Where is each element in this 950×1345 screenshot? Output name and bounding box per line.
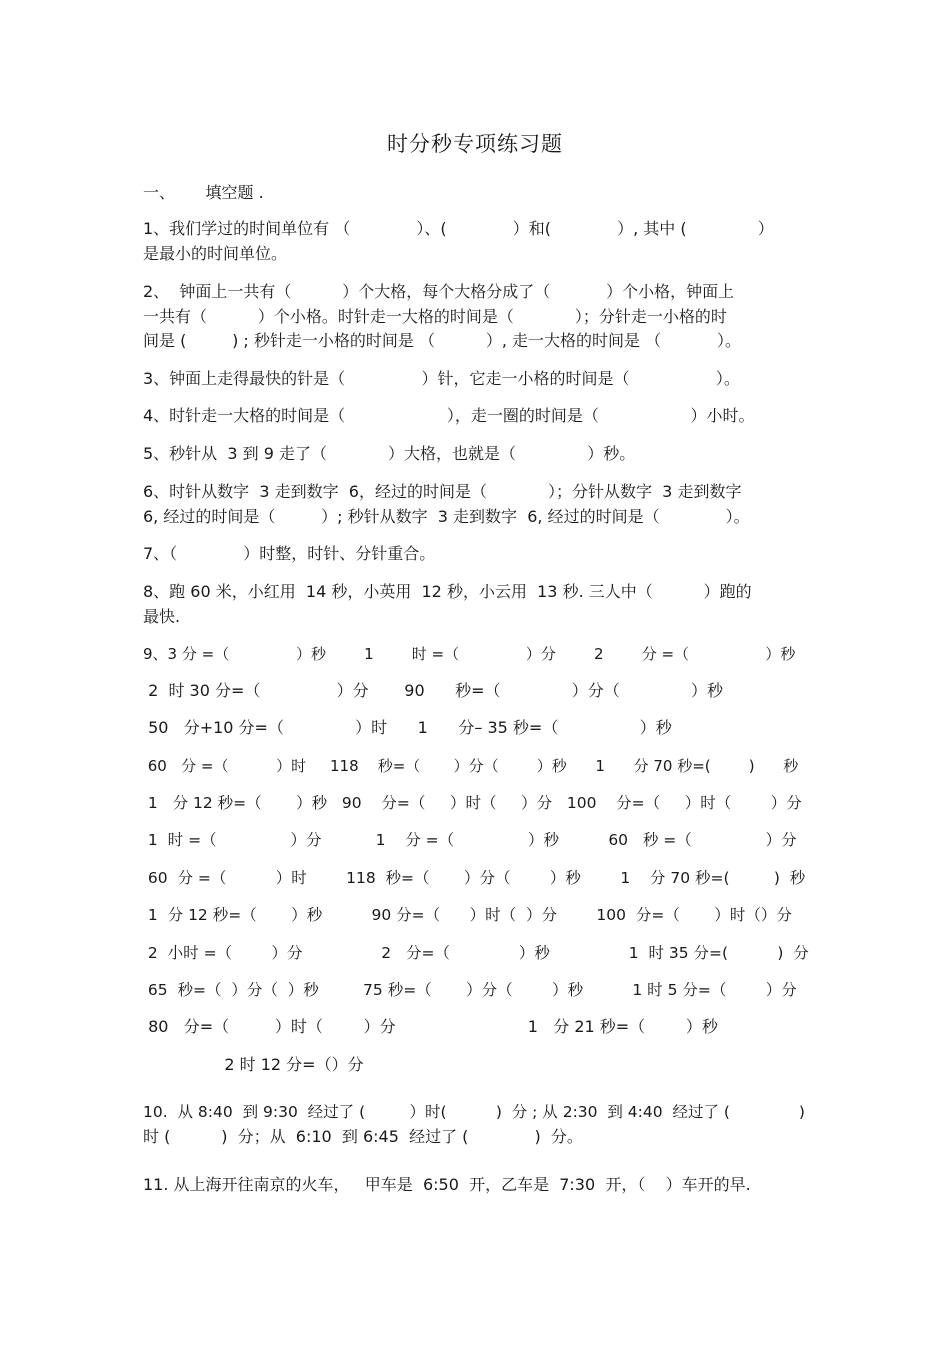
question-9-row-11: 80 分=（ ）时（ ）分 1 分 21 秒=（ ）秒 [143, 1017, 718, 1036]
question-3: 3、钟面上走得最快的针是（ ）针，它走一小格的时间是（ ）。 [143, 369, 740, 388]
question-2-line-1: 2、 钟面上一共有（ ）个大格，每个大格分成了（ ）个小格，钟面上 [143, 282, 735, 301]
question-9-row-8: 1 分 12 秒=（ ）秒 90 分=（ ）时（ ）分 100 分=（ ）时（）分 [143, 906, 792, 924]
question-9-row-9: 2 小时 =（ ）分 2 分=（ ）秒 1 时 35 分=( ) 分 [143, 944, 809, 962]
question-2-line-3: 间是 ( ) ; 秒针走一小格的时间是 （ ）, 走一大格的时间是 （ ）。 [143, 331, 742, 350]
question-9-row-10: 65 秒=（ ）分（ ）秒 75 秒=（ ）分（ ）秒 1 时 5 分=（ ）分 [143, 981, 797, 999]
question-4: 4、时针走一大格的时间是（ ），走一圈的时间是（ ）小时。 [143, 406, 755, 425]
question-7: 7、（ ）时整，时针、分针重合。 [143, 544, 436, 563]
question-9-row-4: 60 分 =（ ）时 118 秒=（ ）分（ ）秒 1 分 70 秒=( ) 秒 [143, 757, 799, 775]
question-10-line-2: 时 ( ) 分；从 6:10 到 6:45 经过了 ( ) 分。 [143, 1127, 583, 1146]
question-9-row-3: 50 分+10 分=（ ）时 1 分– 35 秒=（ ）秒 [143, 718, 672, 737]
question-9-row-2: 2 时 30 分=（ ）分 90 秒=（ ）分（ ）秒 [143, 681, 723, 700]
section-heading: 一、 填空题 . [143, 183, 264, 202]
question-10-line-1: 10. 从 8:40 到 9:30 经过了 ( ）时( ) 分 ; 从 2:30 到 4:40 经过了 ( ) [143, 1103, 805, 1121]
question-2-line-2: 一共有（ ）个小格。时针走一大格的时间是（ ）；分针走一小格的时 [143, 307, 727, 326]
question-9-row-7: 60 分 =（ ）时 118 秒=（ ）分（ ）秒 1 分 70 秒=( ) 秒 [143, 869, 806, 887]
question-5: 5、秒针从 3 到 9 走了（ ）大格，也就是（ ）秒。 [143, 444, 636, 463]
question-1-line-2: 是最小的时间单位。 [143, 244, 288, 263]
question-9-row-6: 1 时 =（ ）分 1 分 =（ ）秒 60 秒 =（ ）分 [143, 831, 797, 849]
question-9-row-1: 9、3 分 =（ ）秒 1 时 =（ ）分 2 分 =（ ）秒 [143, 645, 796, 663]
question-9-row-5: 1 分 12 秒=（ ）秒 90 分=（ ）时（ ）分 100 分=（ ）时（ ）分 [143, 794, 802, 812]
page-title: 时分秒专项练习题 [387, 132, 563, 156]
question-6-line-1: 6、时针从数字 3 走到数字 6，经过的时间是（ ）；分针从数字 3 走到数字 [143, 482, 742, 501]
question-1-line-1: 1、我们学过的时间单位有 （ ）、( ）和( ）, 其中 ( ） [143, 219, 774, 238]
question-11: 11. 从上海开往南京的火车， 甲车是 6:50 开，乙车是 7:30 开，（ ）车开的早. [143, 1175, 751, 1194]
question-9-row-12: 2 时 12 分=（）分 [143, 1055, 364, 1074]
question-8-line-2: 最快. [143, 607, 181, 626]
question-6-line-2: 6, 经过的时间是（ ）; 秒针从数字 3 走到数字 6, 经过的时间是（ ）。 [143, 507, 750, 526]
question-8-line-1: 8、跑 60 米，小红用 14 秒，小英用 12 秒，小云用 13 秒. 三人中（ ）跑的 [143, 582, 752, 601]
